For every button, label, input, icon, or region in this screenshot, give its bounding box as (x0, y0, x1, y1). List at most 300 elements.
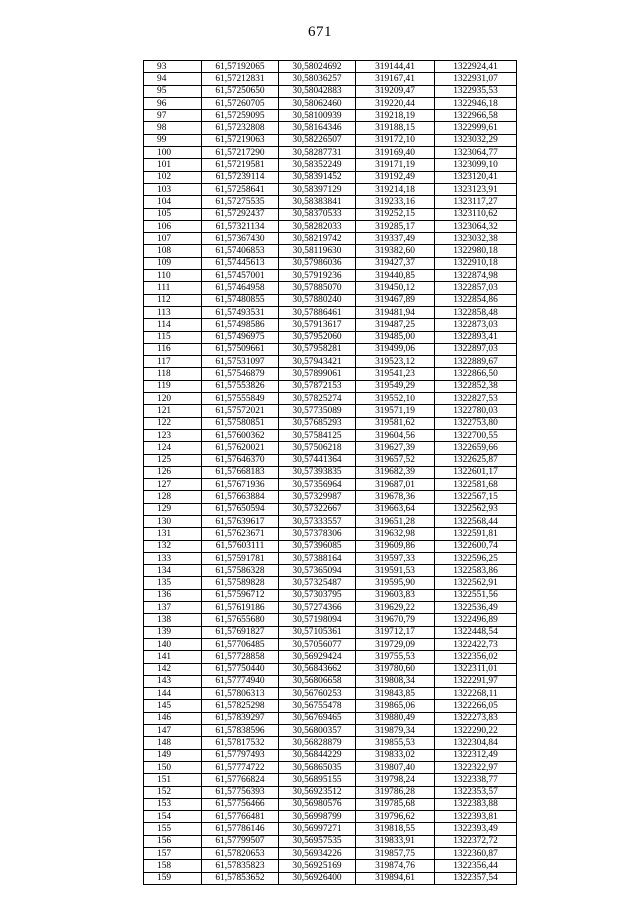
longitude-cell: 30,57056077 (279, 638, 356, 650)
latitude-cell: 61,57258641 (202, 183, 279, 195)
longitude-cell: 30,57198094 (279, 614, 356, 626)
table-row (144, 872, 517, 884)
y-coordinate-cell: 1322496,89 (435, 614, 517, 626)
x-coordinate-cell: 319609,86 (356, 540, 435, 552)
table-row (144, 491, 517, 503)
latitude-cell: 61,57756393 (202, 786, 279, 798)
x-coordinate-cell: 319467,89 (356, 294, 435, 306)
table-row (144, 61, 517, 73)
table-row (144, 651, 517, 663)
point-number-cell: 139 (144, 626, 202, 638)
y-coordinate-cell: 1322873,03 (435, 319, 517, 331)
latitude-cell: 61,57671936 (202, 479, 279, 491)
longitude-cell: 30,57825274 (279, 393, 356, 405)
latitude-cell: 61,57623671 (202, 528, 279, 540)
table-row (144, 688, 517, 700)
x-coordinate-cell: 319785,68 (356, 798, 435, 810)
y-coordinate-cell: 1322311,01 (435, 663, 517, 675)
table-row (144, 848, 517, 860)
table-row (144, 749, 517, 761)
table-row (144, 860, 517, 872)
x-coordinate-cell: 319627,39 (356, 442, 435, 454)
latitude-cell: 61,57839297 (202, 712, 279, 724)
longitude-cell: 30,57365094 (279, 565, 356, 577)
longitude-cell: 30,58164346 (279, 122, 356, 134)
y-coordinate-cell: 1322854,86 (435, 294, 517, 306)
x-coordinate-cell: 319167,41 (356, 73, 435, 85)
x-coordinate-cell: 319499,06 (356, 343, 435, 355)
latitude-cell: 61,57750440 (202, 663, 279, 675)
point-number-cell: 133 (144, 552, 202, 564)
table-row (144, 479, 517, 491)
x-coordinate-cell: 319880,49 (356, 712, 435, 724)
latitude-cell: 61,57691827 (202, 626, 279, 638)
y-coordinate-cell: 1323064,32 (435, 220, 517, 232)
x-coordinate-cell: 319712,17 (356, 626, 435, 638)
latitude-cell: 61,57620021 (202, 442, 279, 454)
x-coordinate-cell: 319603,83 (356, 589, 435, 601)
x-coordinate-cell: 319382,60 (356, 245, 435, 257)
point-number-cell: 145 (144, 700, 202, 712)
table-row (144, 577, 517, 589)
longitude-cell: 30,58024692 (279, 61, 356, 73)
longitude-cell: 30,57441364 (279, 454, 356, 466)
point-number-cell: 100 (144, 147, 202, 159)
y-coordinate-cell: 1322931,07 (435, 73, 517, 85)
x-coordinate-cell: 319218,19 (356, 110, 435, 122)
x-coordinate-cell: 319682,39 (356, 466, 435, 478)
point-number-cell: 112 (144, 294, 202, 306)
coordinates-table (143, 60, 517, 885)
latitude-cell: 61,57600362 (202, 429, 279, 441)
longitude-cell: 30,58287731 (279, 147, 356, 159)
y-coordinate-cell: 1322562,93 (435, 503, 517, 515)
point-number-cell: 147 (144, 725, 202, 737)
table-row (144, 196, 517, 208)
latitude-cell: 61,57820653 (202, 848, 279, 860)
y-coordinate-cell: 1323110,62 (435, 208, 517, 220)
latitude-cell: 61,57825298 (202, 700, 279, 712)
x-coordinate-cell: 319541,23 (356, 368, 435, 380)
longitude-cell: 30,58282033 (279, 220, 356, 232)
x-coordinate-cell: 319807,40 (356, 761, 435, 773)
latitude-cell: 61,57706485 (202, 638, 279, 650)
point-number-cell: 155 (144, 823, 202, 835)
longitude-cell: 30,56755478 (279, 700, 356, 712)
point-number-cell: 138 (144, 614, 202, 626)
y-coordinate-cell: 1322874,98 (435, 270, 517, 282)
point-number-cell: 137 (144, 602, 202, 614)
point-number-cell: 114 (144, 319, 202, 331)
y-coordinate-cell: 1322393,81 (435, 811, 517, 823)
longitude-cell: 30,57506218 (279, 442, 356, 454)
latitude-cell: 61,57464958 (202, 282, 279, 294)
y-coordinate-cell: 1322562,91 (435, 577, 517, 589)
longitude-cell: 30,57685293 (279, 417, 356, 429)
y-coordinate-cell: 1322910,18 (435, 257, 517, 269)
longitude-cell: 30,58391452 (279, 171, 356, 183)
table-row (144, 208, 517, 220)
longitude-cell: 30,57393835 (279, 466, 356, 478)
table-row (144, 245, 517, 257)
point-number-cell: 126 (144, 466, 202, 478)
longitude-cell: 30,56998799 (279, 811, 356, 823)
y-coordinate-cell: 1322852,38 (435, 380, 517, 392)
latitude-cell: 61,57260705 (202, 97, 279, 109)
point-number-cell: 143 (144, 675, 202, 687)
longitude-cell: 30,57899061 (279, 368, 356, 380)
table-row (144, 454, 517, 466)
y-coordinate-cell: 1322601,17 (435, 466, 517, 478)
x-coordinate-cell: 319833,02 (356, 749, 435, 761)
latitude-cell: 61,57553826 (202, 380, 279, 392)
y-coordinate-cell: 1322753,80 (435, 417, 517, 429)
x-coordinate-cell: 319796,62 (356, 811, 435, 823)
x-coordinate-cell: 319450,12 (356, 282, 435, 294)
point-number-cell: 146 (144, 712, 202, 724)
latitude-cell: 61,57646370 (202, 454, 279, 466)
x-coordinate-cell: 319591,53 (356, 565, 435, 577)
y-coordinate-cell: 1323120,41 (435, 171, 517, 183)
y-coordinate-cell: 1322448,54 (435, 626, 517, 638)
longitude-cell: 30,58383841 (279, 196, 356, 208)
y-coordinate-cell: 1322659,66 (435, 442, 517, 454)
longitude-cell: 30,56760253 (279, 688, 356, 700)
point-number-cell: 132 (144, 540, 202, 552)
table-row (144, 85, 517, 97)
latitude-cell: 61,57496975 (202, 331, 279, 343)
latitude-cell: 61,57766481 (202, 811, 279, 823)
point-number-cell: 113 (144, 306, 202, 318)
x-coordinate-cell: 319192,49 (356, 171, 435, 183)
point-number-cell: 157 (144, 848, 202, 860)
y-coordinate-cell: 1322596,25 (435, 552, 517, 564)
point-number-cell: 118 (144, 368, 202, 380)
table-row (144, 614, 517, 626)
longitude-cell: 30,56843662 (279, 663, 356, 675)
latitude-cell: 61,57217290 (202, 147, 279, 159)
longitude-cell: 30,57378306 (279, 528, 356, 540)
table-row (144, 565, 517, 577)
longitude-cell: 30,58226507 (279, 134, 356, 146)
y-coordinate-cell: 1322583,86 (435, 565, 517, 577)
latitude-cell: 61,57212831 (202, 73, 279, 85)
x-coordinate-cell: 319865,06 (356, 700, 435, 712)
longitude-cell: 30,58219742 (279, 233, 356, 245)
table-row (144, 306, 517, 318)
point-number-cell: 127 (144, 479, 202, 491)
latitude-cell: 61,57275535 (202, 196, 279, 208)
x-coordinate-cell: 319729,09 (356, 638, 435, 650)
longitude-cell: 30,56800357 (279, 725, 356, 737)
longitude-cell: 30,57303795 (279, 589, 356, 601)
point-number-cell: 122 (144, 417, 202, 429)
longitude-cell: 30,56923512 (279, 786, 356, 798)
y-coordinate-cell: 1322897,03 (435, 343, 517, 355)
latitude-cell: 61,57498586 (202, 319, 279, 331)
y-coordinate-cell: 1322312,49 (435, 749, 517, 761)
x-coordinate-cell: 319549,29 (356, 380, 435, 392)
point-number-cell: 116 (144, 343, 202, 355)
x-coordinate-cell: 319214,18 (356, 183, 435, 195)
point-number-cell: 101 (144, 159, 202, 171)
y-coordinate-cell: 1322893,41 (435, 331, 517, 343)
table-row (144, 552, 517, 564)
latitude-cell: 61,57596712 (202, 589, 279, 601)
latitude-cell: 61,57586328 (202, 565, 279, 577)
latitude-cell: 61,57766824 (202, 774, 279, 786)
latitude-cell: 61,57480855 (202, 294, 279, 306)
y-coordinate-cell: 1322966,58 (435, 110, 517, 122)
y-coordinate-cell: 1322700,55 (435, 429, 517, 441)
longitude-cell: 30,57958281 (279, 343, 356, 355)
point-number-cell: 123 (144, 429, 202, 441)
y-coordinate-cell: 1323099,10 (435, 159, 517, 171)
table-row (144, 725, 517, 737)
x-coordinate-cell: 319874,76 (356, 860, 435, 872)
table-row (144, 171, 517, 183)
longitude-cell: 30,57735089 (279, 405, 356, 417)
longitude-cell: 30,58119630 (279, 245, 356, 257)
x-coordinate-cell: 319481,94 (356, 306, 435, 318)
table-row (144, 319, 517, 331)
point-number-cell: 109 (144, 257, 202, 269)
latitude-cell: 61,57589828 (202, 577, 279, 589)
y-coordinate-cell: 1322304,84 (435, 737, 517, 749)
table-row (144, 774, 517, 786)
y-coordinate-cell: 1322266,05 (435, 700, 517, 712)
longitude-cell: 30,57274366 (279, 602, 356, 614)
y-coordinate-cell: 1322980,18 (435, 245, 517, 257)
table-row (144, 405, 517, 417)
x-coordinate-cell: 319487,25 (356, 319, 435, 331)
latitude-cell: 61,57774940 (202, 675, 279, 687)
latitude-cell: 61,57663884 (202, 491, 279, 503)
longitude-cell: 30,58370533 (279, 208, 356, 220)
latitude-cell: 61,57728858 (202, 651, 279, 663)
y-coordinate-cell: 1322338,77 (435, 774, 517, 786)
x-coordinate-cell: 319798,24 (356, 774, 435, 786)
x-coordinate-cell: 319855,53 (356, 737, 435, 749)
longitude-cell: 30,56828879 (279, 737, 356, 749)
y-coordinate-cell: 1322591,81 (435, 528, 517, 540)
table-row (144, 147, 517, 159)
longitude-cell: 30,58062460 (279, 97, 356, 109)
point-number-cell: 136 (144, 589, 202, 601)
table-row (144, 97, 517, 109)
x-coordinate-cell: 319427,37 (356, 257, 435, 269)
latitude-cell: 61,57639617 (202, 515, 279, 527)
latitude-cell: 61,57603111 (202, 540, 279, 552)
x-coordinate-cell: 319169,40 (356, 147, 435, 159)
y-coordinate-cell: 1322857,03 (435, 282, 517, 294)
y-coordinate-cell: 1322383,88 (435, 798, 517, 810)
latitude-cell: 61,57756466 (202, 798, 279, 810)
point-number-cell: 148 (144, 737, 202, 749)
point-number-cell: 140 (144, 638, 202, 650)
table-row (144, 675, 517, 687)
longitude-cell: 30,57356964 (279, 479, 356, 491)
y-coordinate-cell: 1322581,68 (435, 479, 517, 491)
x-coordinate-cell: 319597,33 (356, 552, 435, 564)
x-coordinate-cell: 319629,22 (356, 602, 435, 614)
point-number-cell: 149 (144, 749, 202, 761)
x-coordinate-cell: 319172,10 (356, 134, 435, 146)
table-row (144, 811, 517, 823)
latitude-cell: 61,57580851 (202, 417, 279, 429)
longitude-cell: 30,57886461 (279, 306, 356, 318)
point-number-cell: 158 (144, 860, 202, 872)
table-row (144, 294, 517, 306)
x-coordinate-cell: 319857,75 (356, 848, 435, 860)
y-coordinate-cell: 1322273,83 (435, 712, 517, 724)
table-row (144, 233, 517, 245)
table-row (144, 343, 517, 355)
x-coordinate-cell: 319252,15 (356, 208, 435, 220)
point-number-cell: 110 (144, 270, 202, 282)
table-row (144, 110, 517, 122)
point-number-cell: 134 (144, 565, 202, 577)
latitude-cell: 61,57799507 (202, 835, 279, 847)
table-row (144, 331, 517, 343)
longitude-cell: 30,57329987 (279, 491, 356, 503)
latitude-cell: 61,57321134 (202, 220, 279, 232)
point-number-cell: 95 (144, 85, 202, 97)
longitude-cell: 30,58352249 (279, 159, 356, 171)
x-coordinate-cell: 319144,41 (356, 61, 435, 73)
y-coordinate-cell: 1322357,54 (435, 872, 517, 884)
y-coordinate-cell: 1322827,53 (435, 393, 517, 405)
y-coordinate-cell: 1322360,87 (435, 848, 517, 860)
x-coordinate-cell: 319171,19 (356, 159, 435, 171)
point-number-cell: 104 (144, 196, 202, 208)
table-row (144, 786, 517, 798)
latitude-cell: 61,57406853 (202, 245, 279, 257)
x-coordinate-cell: 319657,52 (356, 454, 435, 466)
latitude-cell: 61,57367430 (202, 233, 279, 245)
y-coordinate-cell: 1323117,27 (435, 196, 517, 208)
point-number-cell: 141 (144, 651, 202, 663)
x-coordinate-cell: 319755,53 (356, 651, 435, 663)
point-number-cell: 153 (144, 798, 202, 810)
y-coordinate-cell: 1322866,50 (435, 368, 517, 380)
x-coordinate-cell: 319440,85 (356, 270, 435, 282)
latitude-cell: 61,57457001 (202, 270, 279, 282)
y-coordinate-cell: 1322372,72 (435, 835, 517, 847)
point-number-cell: 119 (144, 380, 202, 392)
x-coordinate-cell: 319833,91 (356, 835, 435, 847)
latitude-cell: 61,57835823 (202, 860, 279, 872)
point-number-cell: 106 (144, 220, 202, 232)
point-number-cell: 154 (144, 811, 202, 823)
point-number-cell: 142 (144, 663, 202, 675)
x-coordinate-cell: 319220,44 (356, 97, 435, 109)
latitude-cell: 61,57219581 (202, 159, 279, 171)
y-coordinate-cell: 1322356,02 (435, 651, 517, 663)
table-row (144, 122, 517, 134)
latitude-cell: 61,57555849 (202, 393, 279, 405)
y-coordinate-cell: 1322422,73 (435, 638, 517, 650)
point-number-cell: 128 (144, 491, 202, 503)
table-row (144, 638, 517, 650)
x-coordinate-cell: 319233,16 (356, 196, 435, 208)
point-number-cell: 99 (144, 134, 202, 146)
table-row (144, 380, 517, 392)
point-number-cell: 151 (144, 774, 202, 786)
longitude-cell: 30,57584125 (279, 429, 356, 441)
latitude-cell: 61,57838596 (202, 725, 279, 737)
longitude-cell: 30,58042883 (279, 85, 356, 97)
x-coordinate-cell: 319571,19 (356, 405, 435, 417)
latitude-cell: 61,57493531 (202, 306, 279, 318)
table-row (144, 282, 517, 294)
point-number-cell: 96 (144, 97, 202, 109)
longitude-cell: 30,57872153 (279, 380, 356, 392)
y-coordinate-cell: 1322780,03 (435, 405, 517, 417)
page-number: 671 (308, 24, 332, 40)
table-row (144, 626, 517, 638)
latitude-cell: 61,57774722 (202, 761, 279, 773)
table-row (144, 183, 517, 195)
longitude-cell: 30,56926400 (279, 872, 356, 884)
point-number-cell: 108 (144, 245, 202, 257)
point-number-cell: 120 (144, 393, 202, 405)
latitude-cell: 61,57655680 (202, 614, 279, 626)
point-number-cell: 131 (144, 528, 202, 540)
table-row (144, 356, 517, 368)
x-coordinate-cell: 319651,28 (356, 515, 435, 527)
point-number-cell: 94 (144, 73, 202, 85)
table-row (144, 220, 517, 232)
table-row (144, 368, 517, 380)
table-row (144, 700, 517, 712)
table-row (144, 270, 517, 282)
point-number-cell: 111 (144, 282, 202, 294)
point-number-cell: 97 (144, 110, 202, 122)
y-coordinate-cell: 1322536,49 (435, 602, 517, 614)
y-coordinate-cell: 1322600,74 (435, 540, 517, 552)
table-row (144, 540, 517, 552)
longitude-cell: 30,56806658 (279, 675, 356, 687)
longitude-cell: 30,56925169 (279, 860, 356, 872)
table-row (144, 798, 517, 810)
latitude-cell: 61,57292437 (202, 208, 279, 220)
point-number-cell: 107 (144, 233, 202, 245)
table-row (144, 417, 517, 429)
x-coordinate-cell: 319818,55 (356, 823, 435, 835)
point-number-cell: 144 (144, 688, 202, 700)
x-coordinate-cell: 319894,61 (356, 872, 435, 884)
table-row (144, 712, 517, 724)
longitude-cell: 30,57105361 (279, 626, 356, 638)
x-coordinate-cell: 319780,60 (356, 663, 435, 675)
latitude-cell: 61,57509661 (202, 343, 279, 355)
latitude-cell: 61,57650594 (202, 503, 279, 515)
longitude-cell: 30,57880240 (279, 294, 356, 306)
longitude-cell: 30,57333557 (279, 515, 356, 527)
table-row (144, 761, 517, 773)
latitude-cell: 61,57786146 (202, 823, 279, 835)
longitude-cell: 30,56895155 (279, 774, 356, 786)
x-coordinate-cell: 319188,15 (356, 122, 435, 134)
latitude-cell: 61,57546879 (202, 368, 279, 380)
point-number-cell: 150 (144, 761, 202, 773)
longitude-cell: 30,57325487 (279, 577, 356, 589)
table-row (144, 466, 517, 478)
table-row (144, 134, 517, 146)
x-coordinate-cell: 319670,79 (356, 614, 435, 626)
latitude-cell: 61,57853652 (202, 872, 279, 884)
